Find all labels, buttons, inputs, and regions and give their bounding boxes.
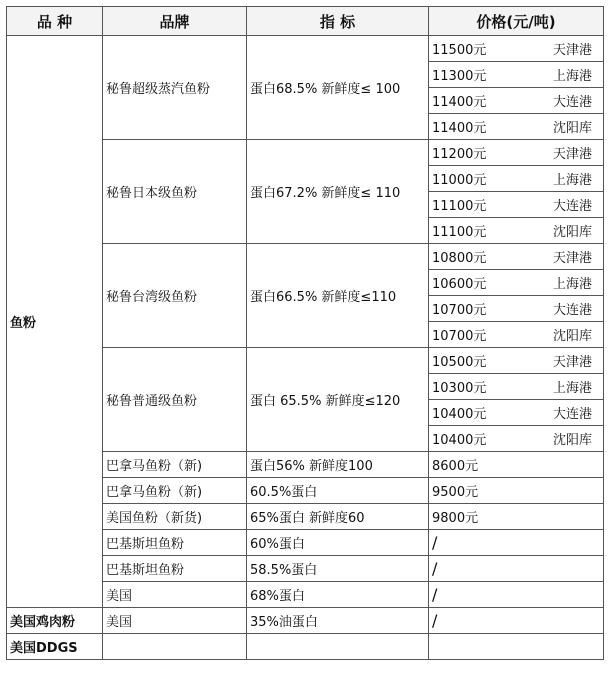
- price-cell: [429, 166, 604, 192]
- spec-cell: 65%蛋白 新鲜度60: [247, 504, 429, 530]
- price-value: 10700元: [432, 303, 487, 318]
- price-cell: /: [429, 556, 604, 582]
- spec-cell: 蛋白68.5% 新鲜度≤ 100: [247, 36, 429, 140]
- price-location: 沈阳库: [552, 225, 592, 240]
- brand-cell: 巴拿马鱼粉（新): [103, 452, 247, 478]
- kind-cell: 美国DDGS: [7, 634, 103, 660]
- price-cell: [429, 192, 604, 218]
- price-cell: /: [429, 608, 604, 634]
- price-cell: [429, 140, 604, 166]
- price-entry: [432, 39, 600, 58]
- brand-cell: 秘鲁超级蒸汽鱼粉: [103, 36, 247, 140]
- price-cell: [429, 270, 604, 296]
- brand-cell: 巴拿马鱼粉（新): [103, 478, 247, 504]
- price-location: 沈阳库: [552, 121, 592, 136]
- price-location: 上海港: [552, 277, 592, 292]
- price-value: 10500元: [432, 355, 487, 370]
- price-cell: [429, 400, 604, 426]
- table-row: [7, 608, 604, 634]
- brand-cell: 美国: [103, 608, 247, 634]
- spec-cell: 58.5%蛋白: [247, 556, 429, 582]
- table-body: [7, 36, 604, 660]
- spec-cell: 蛋白56% 新鲜度100: [247, 452, 429, 478]
- price-value: 10800元: [432, 251, 487, 266]
- header-row: [7, 7, 604, 36]
- price-entry: [432, 429, 600, 448]
- price-cell: [429, 634, 604, 660]
- price-location: 上海港: [552, 173, 592, 188]
- kind-cell: 鱼粉: [7, 36, 103, 608]
- price-cell: 8600元: [429, 452, 604, 478]
- price-value: 10400元: [432, 433, 487, 448]
- header-brand: 品牌: [103, 7, 247, 36]
- price-value: 11200元: [432, 147, 487, 162]
- price-location: 大连港: [552, 95, 592, 110]
- header-spec: 指 标: [247, 7, 429, 36]
- brand-cell: 秘鲁普通级鱼粉: [103, 348, 247, 452]
- price-entry: [432, 377, 600, 396]
- price-entry: [432, 221, 600, 240]
- price-entry: [432, 325, 600, 344]
- brand-cell: 巴基斯坦鱼粉: [103, 530, 247, 556]
- price-location: 大连港: [552, 303, 592, 318]
- price-location: 天津港: [552, 355, 592, 370]
- price-entry: [432, 299, 600, 318]
- price-location: 天津港: [552, 43, 592, 58]
- price-cell: [429, 374, 604, 400]
- price-location: 沈阳库: [552, 329, 592, 344]
- price-cell: [429, 36, 604, 62]
- price-value: 11400元: [432, 95, 487, 110]
- header-kind: 品 种: [7, 7, 103, 36]
- kind-cell: 美国鸡肉粉: [7, 608, 103, 634]
- header-price: 价格(元/吨): [429, 7, 604, 36]
- price-value: 11100元: [432, 225, 487, 240]
- price-value: 10300元: [432, 381, 487, 396]
- brand-cell: 美国: [103, 582, 247, 608]
- price-value: 11100元: [432, 199, 487, 214]
- spec-cell: 60.5%蛋白: [247, 478, 429, 504]
- price-cell: [429, 88, 604, 114]
- price-location: 上海港: [552, 381, 592, 396]
- price-entry: [432, 273, 600, 292]
- price-entry: [432, 351, 600, 370]
- price-entry: [432, 91, 600, 110]
- spec-cell: 蛋白66.5% 新鲜度≤110: [247, 244, 429, 348]
- price-value: 11000元: [432, 173, 487, 188]
- price-entry: [432, 117, 600, 136]
- price-location: 天津港: [552, 147, 592, 162]
- price-entry: [432, 143, 600, 162]
- spec-cell: 蛋白67.2% 新鲜度≤ 110: [247, 140, 429, 244]
- price-location: 上海港: [552, 69, 592, 84]
- table-row: [7, 36, 604, 62]
- table-row: [7, 634, 604, 660]
- price-location: 大连港: [552, 199, 592, 214]
- price-cell: 9800元: [429, 504, 604, 530]
- spec-cell: [247, 634, 429, 660]
- brand-cell: 秘鲁日本级鱼粉: [103, 140, 247, 244]
- brand-cell: 美国鱼粉（新货): [103, 504, 247, 530]
- price-location: 天津港: [552, 251, 592, 266]
- price-value: 10400元: [432, 407, 487, 422]
- price-location: 沈阳库: [552, 433, 592, 448]
- price-cell: [429, 114, 604, 140]
- price-value: 10700元: [432, 329, 487, 344]
- brand-cell: [103, 634, 247, 660]
- price-cell: [429, 244, 604, 270]
- price-value: 11400元: [432, 121, 487, 136]
- spec-cell: 68%蛋白: [247, 582, 429, 608]
- price-entry: [432, 403, 600, 422]
- price-cell: 9500元: [429, 478, 604, 504]
- price-value: 10600元: [432, 277, 487, 292]
- price-cell: [429, 426, 604, 452]
- price-value: 11500元: [432, 43, 487, 58]
- spec-cell: 60%蛋白: [247, 530, 429, 556]
- price-entry: [432, 195, 600, 214]
- price-value: 11300元: [432, 69, 487, 84]
- price-cell: /: [429, 530, 604, 556]
- price-cell: [429, 348, 604, 374]
- price-cell: /: [429, 582, 604, 608]
- price-entry: [432, 169, 600, 188]
- price-cell: [429, 62, 604, 88]
- price-cell: [429, 322, 604, 348]
- spec-cell: 蛋白 65.5% 新鲜度≤120: [247, 348, 429, 452]
- price-cell: [429, 218, 604, 244]
- price-table: [6, 6, 604, 660]
- price-entry: [432, 247, 600, 266]
- price-location: 大连港: [552, 407, 592, 422]
- brand-cell: 秘鲁台湾级鱼粉: [103, 244, 247, 348]
- spec-cell: 35%油蛋白: [247, 608, 429, 634]
- brand-cell: 巴基斯坦鱼粉: [103, 556, 247, 582]
- price-entry: [432, 65, 600, 84]
- price-cell: [429, 296, 604, 322]
